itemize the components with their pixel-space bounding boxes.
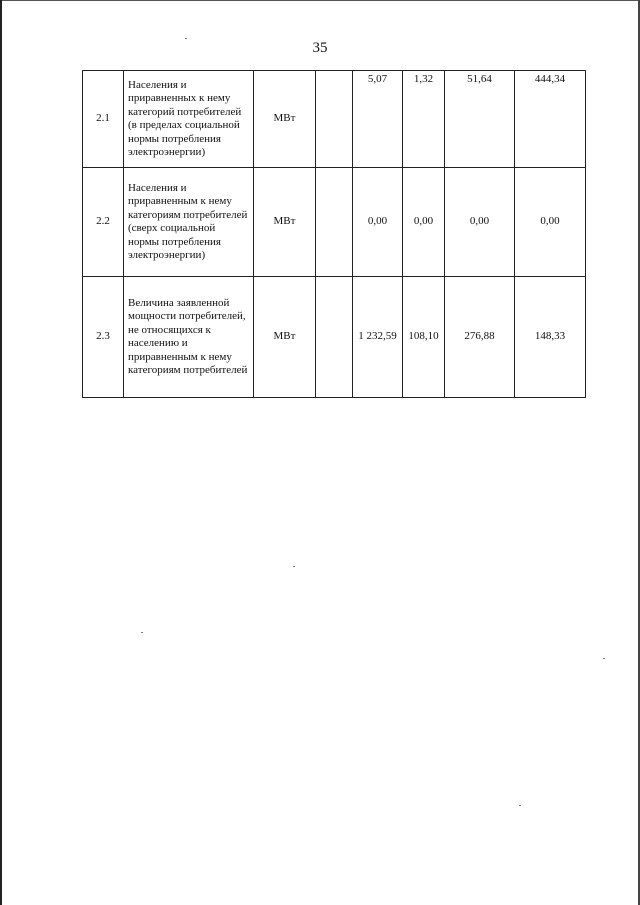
- table-row: [83, 71, 586, 168]
- page-number: 35: [312, 40, 328, 56]
- table-row: [83, 168, 586, 277]
- row-blank-cell: [316, 277, 353, 398]
- row-description: Населения и приравненных к нему категорий потребителей (в пределах социальной нормы потребления электроэнергии): [124, 71, 254, 168]
- row-value-3: 0,00: [445, 168, 515, 277]
- scan-speck: [185, 38, 187, 39]
- scan-speck: [603, 658, 605, 659]
- row-description: Величина заявленной мощности потребителей, не относящихся к населению и приравненным к нему категориям потребителей: [124, 277, 254, 398]
- row-value-2: 1,32: [403, 71, 445, 168]
- row-unit: МВт: [254, 168, 316, 277]
- row-number: 2.3: [83, 277, 124, 398]
- row-value-4: 148,33: [515, 277, 586, 398]
- table-row: [83, 277, 586, 398]
- row-value-1: 0,00: [353, 168, 403, 277]
- row-description: Населения и приравненным к нему категориям потребителей (сверх социальной нормы потребления электроэнергии): [124, 168, 254, 277]
- scan-edge-left: [0, 0, 2, 905]
- row-blank-cell: [316, 71, 353, 168]
- row-value-1: 1 232,59: [353, 277, 403, 398]
- scan-speck: [293, 566, 295, 567]
- row-unit: МВт: [254, 71, 316, 168]
- row-blank-cell: [316, 168, 353, 277]
- scan-speck: [141, 632, 143, 633]
- row-value-3: 51,64: [445, 71, 515, 168]
- data-table: [82, 70, 586, 398]
- row-value-2: 0,00: [403, 168, 445, 277]
- row-value-4: 0,00: [515, 168, 586, 277]
- scan-edge-top: [0, 0, 640, 1]
- row-number: 2.2: [83, 168, 124, 277]
- row-value-4: 444,34: [515, 71, 586, 168]
- row-number: 2.1: [83, 71, 124, 168]
- row-unit: МВт: [254, 277, 316, 398]
- scan-speck: [519, 805, 521, 806]
- row-value-2: 108,10: [403, 277, 445, 398]
- row-value-1: 5,07: [353, 71, 403, 168]
- row-value-3: 276,88: [445, 277, 515, 398]
